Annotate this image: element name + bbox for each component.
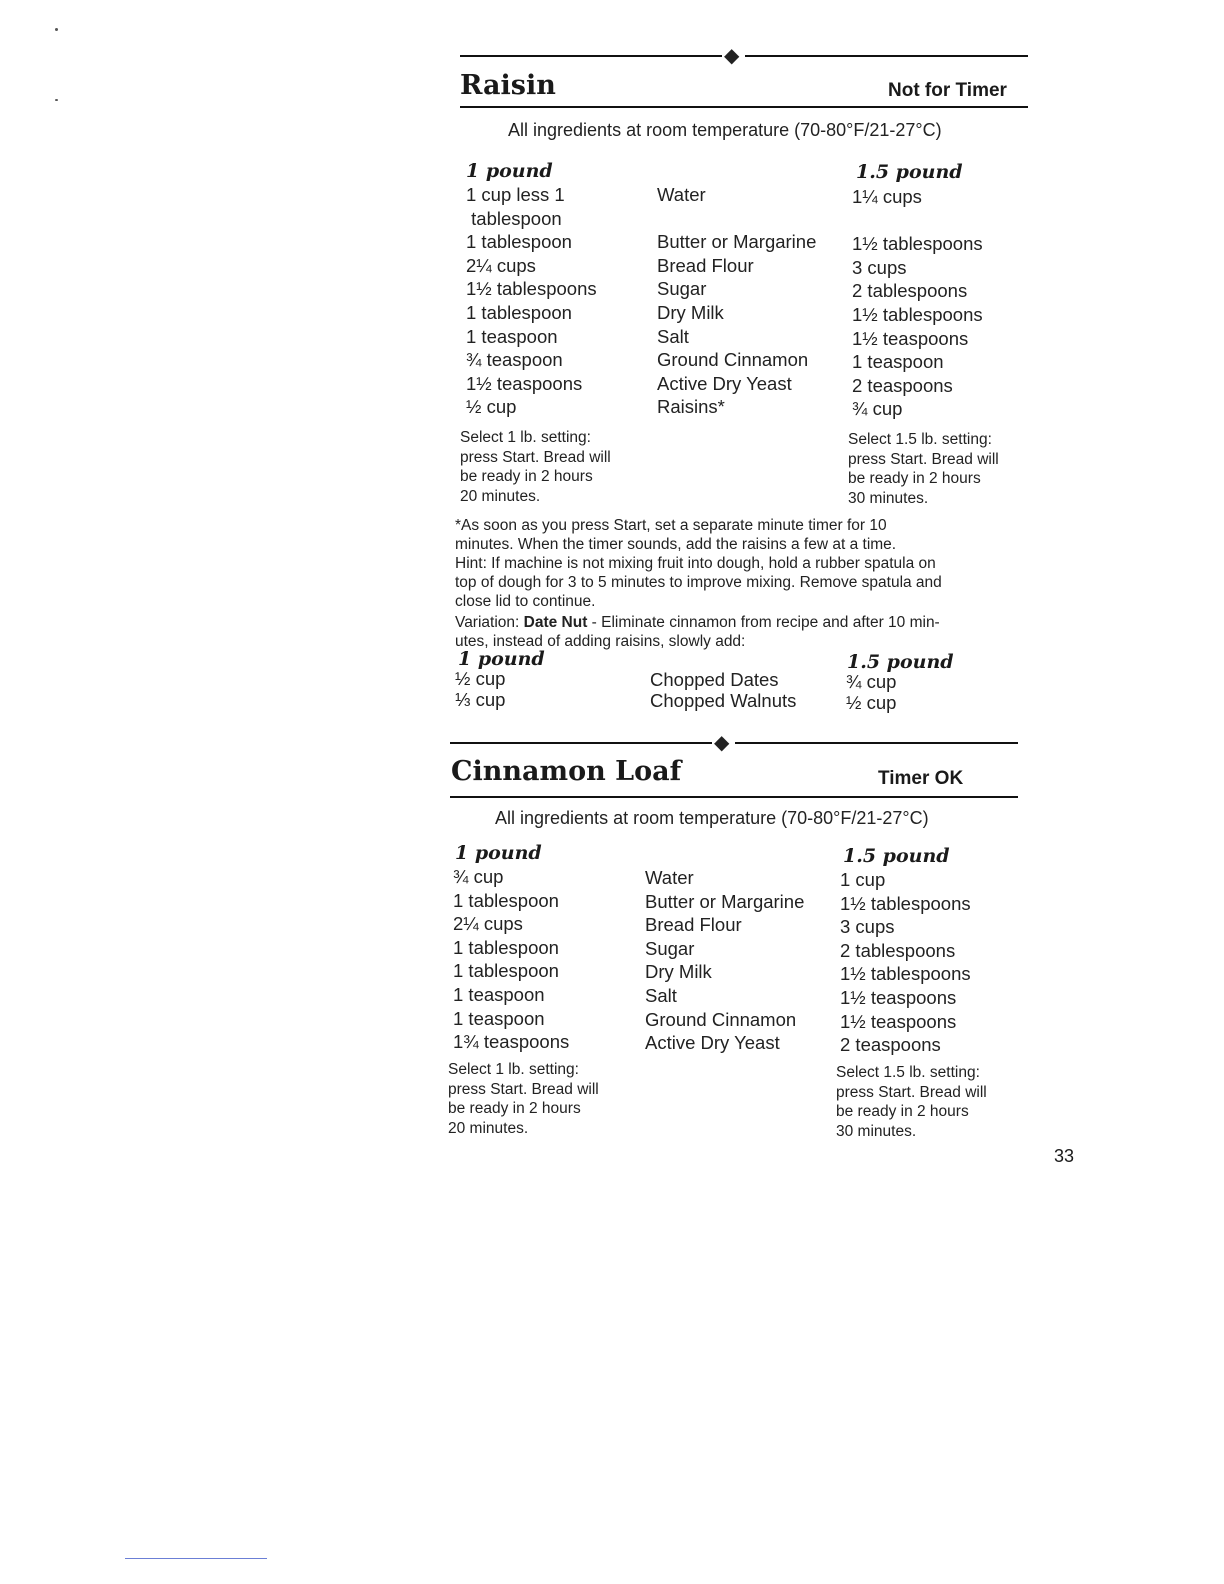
col-head-1-pound: 1 pound [455, 842, 542, 864]
ingredient-name-col [657, 183, 816, 419]
ingredient-name [657, 207, 816, 231]
date-nut-col-1-5-pound [846, 671, 896, 713]
col-head-1-5-pound: 1.5 pound [856, 161, 963, 183]
setting-line: press Start. Bread will [848, 450, 999, 468]
variation-prefix: Variation: [455, 614, 524, 631]
intro-text: All ingredients at room temperature (70-80°F/21-27°C) [495, 808, 929, 828]
date-nut-col-head-1-5-pound: 1.5 pound [847, 651, 954, 673]
footer-line [125, 1558, 267, 1559]
recipe-title: Raisin [460, 70, 556, 101]
quantity: 1 tablespoon [453, 889, 559, 911]
setting-1-5-pound [836, 1063, 987, 1141]
quantity: 1¼ cups [852, 186, 922, 207]
setting-line: Select 1.5 lb. setting: [848, 431, 992, 448]
quantity: 1½ tablespoons [840, 892, 971, 914]
timer-label: Not for Timer [888, 80, 1007, 101]
title-underline [450, 796, 1018, 798]
page-number: 33 [1054, 1146, 1075, 1166]
note-line: close lid to continue. [455, 593, 596, 610]
ingredient-name: Salt [645, 984, 677, 1006]
quantity: ¾ teaspoon [466, 349, 563, 371]
quantity: 3 cups [852, 256, 907, 278]
quantity: 2 tablespoons [840, 939, 956, 961]
ingredient-col-1-5-pound [840, 868, 971, 1057]
quantity: 2 teaspoons [852, 374, 953, 396]
quantity: ¾ cup [852, 398, 903, 420]
quantity: 1½ teaspoons [852, 327, 969, 349]
ingredient-col-1-pound [453, 865, 569, 1054]
setting-line: 30 minutes. [836, 1122, 917, 1140]
quantity: ½ cup [466, 396, 517, 418]
timer-label: Timer OK [878, 768, 964, 789]
ingredient-name: Sugar [657, 278, 707, 300]
col-head-1-5-pound: 1.5 pound [843, 845, 950, 867]
setting-1-pound [460, 428, 611, 506]
quantity: 1½ teaspoons [466, 372, 583, 394]
intro-text: All ingredients at room temperature (70-80°F/21-27°C) [508, 120, 942, 140]
quantity: 1 tablespoon [453, 936, 559, 958]
quantity: ¾ cup [846, 671, 897, 692]
note-line: top of dough for 3 to 5 minutes to improve mixing. Remove spatula and [455, 574, 942, 591]
setting-line: press Start. Bread will [836, 1083, 987, 1101]
ingredient-name: Active Dry Yeast [645, 1032, 780, 1054]
quantity: 1 tablespoon [466, 231, 572, 253]
scan-speck [55, 99, 58, 101]
ingredient-name: Bread Flour [645, 914, 742, 936]
variation-name: Date Nut [523, 614, 588, 631]
ingredient-name: Bread Flour [657, 254, 754, 276]
ingredient-name: Butter or Margarine [657, 231, 817, 253]
ingredient-name: Sugar [645, 937, 695, 959]
setting-line: Select 1 lb. setting: [460, 429, 591, 446]
setting-1-5-pound [848, 430, 999, 508]
ingredient-col-1-5-pound [852, 185, 983, 421]
quantity: 1½ tablespoons [852, 233, 983, 255]
quantity: 1 cup less 1 [466, 184, 565, 205]
ingredient-name-col [645, 866, 804, 1055]
title-underline [460, 106, 1028, 108]
quantity: ½ cup [455, 668, 506, 689]
scan-speck [55, 28, 58, 31]
quantity: 1½ tablespoons [466, 278, 597, 300]
col-head-1-pound: 1 pound [466, 160, 553, 182]
quantity: 2 teaspoons [840, 1034, 941, 1056]
date-nut-names [650, 669, 796, 711]
quantity: 1½ tablespoons [840, 963, 971, 985]
date-nut-col-1-pound [455, 668, 505, 710]
setting-line: press Start. Bread will [448, 1080, 599, 1098]
ingredient-name: Ground Cinnamon [657, 349, 809, 371]
ingredient-name: Dry Milk [645, 961, 712, 983]
quantity: 1½ tablespoons [852, 303, 983, 325]
setting-1-pound [448, 1060, 599, 1138]
diamond-ornament-icon: ◆ [714, 730, 730, 754]
setting-line: 30 minutes. [848, 489, 929, 507]
ingredient-name: Water [645, 867, 694, 888]
quantity: 1¾ teaspoons [453, 1031, 570, 1053]
quantity: 1 tablespoon [466, 301, 572, 323]
quantity [852, 209, 983, 233]
quantity: 1½ teaspoons [840, 986, 957, 1008]
quantity: 1 teaspoon [466, 325, 558, 347]
setting-line: Select 1 lb. setting: [448, 1061, 579, 1078]
note-line: Hint: If machine is not mixing fruit into dough, hold a rubber spatula on [455, 555, 936, 572]
setting-line: 20 minutes. [460, 487, 541, 505]
quantity: 2¼ cups [453, 913, 523, 935]
ingredient-name: Dry Milk [657, 301, 724, 323]
note-line: utes, instead of adding raisins, slowly add: [455, 633, 746, 650]
quantity: 2¼ cups [466, 254, 536, 276]
quantity: ⅓ cup [455, 689, 506, 710]
quantity: ½ cup [846, 692, 897, 713]
quantity: 1 teaspoon [453, 1007, 545, 1029]
quantity: 1 cup [840, 869, 886, 890]
note-line: *As soon as you press Start, set a separate minute timer for 10 [455, 517, 887, 534]
ingredient-name: Salt [657, 325, 689, 347]
quantity: 1 tablespoon [453, 960, 559, 982]
note-line: minutes. When the timer sounds, add the raisins a few at a time. [455, 536, 897, 553]
setting-line: 20 minutes. [448, 1119, 529, 1137]
setting-line: press Start. Bread will [460, 448, 611, 466]
recipe-title: Cinnamon Loaf [451, 756, 682, 787]
quantity: 1 teaspoon [453, 983, 545, 1005]
setting-line: be ready in 2 hours [460, 468, 593, 485]
date-nut-col-head-1-pound: 1 pound [458, 648, 545, 670]
ingredient-col-1-pound [466, 183, 597, 419]
quantity: ¾ cup [453, 866, 504, 887]
setting-line: be ready in 2 hours [848, 470, 981, 487]
quantity: 2 tablespoons [852, 280, 968, 302]
ingredient-name: Butter or Margarine [645, 890, 805, 912]
top-divider-left [460, 55, 722, 57]
quantity: 3 cups [840, 916, 895, 938]
setting-line: be ready in 2 hours [836, 1103, 969, 1120]
setting-line: be ready in 2 hours [448, 1100, 581, 1117]
ingredient-name: Chopped Walnuts [650, 690, 797, 711]
variation-line [455, 613, 942, 632]
top-divider-right [745, 55, 1028, 57]
quantity: 1 teaspoon [852, 351, 944, 373]
top-divider-right [735, 742, 1018, 744]
ingredient-name: Chopped Dates [650, 669, 779, 690]
ingredient-name: Water [657, 184, 706, 205]
ingredient-name: Active Dry Yeast [657, 372, 792, 394]
ingredient-name: Ground Cinnamon [645, 1008, 797, 1030]
setting-line: Select 1.5 lb. setting: [836, 1064, 980, 1081]
diamond-ornament-icon: ◆ [724, 43, 740, 67]
top-divider-left [450, 742, 712, 744]
quantity: 1½ teaspoons [840, 1010, 957, 1032]
recipe-notes [455, 516, 942, 651]
ingredient-name: Raisins* [657, 396, 725, 418]
quantity: tablespoon [466, 207, 562, 229]
variation-text: - Eliminate cinnamon from recipe and after 10 min- [587, 614, 940, 631]
